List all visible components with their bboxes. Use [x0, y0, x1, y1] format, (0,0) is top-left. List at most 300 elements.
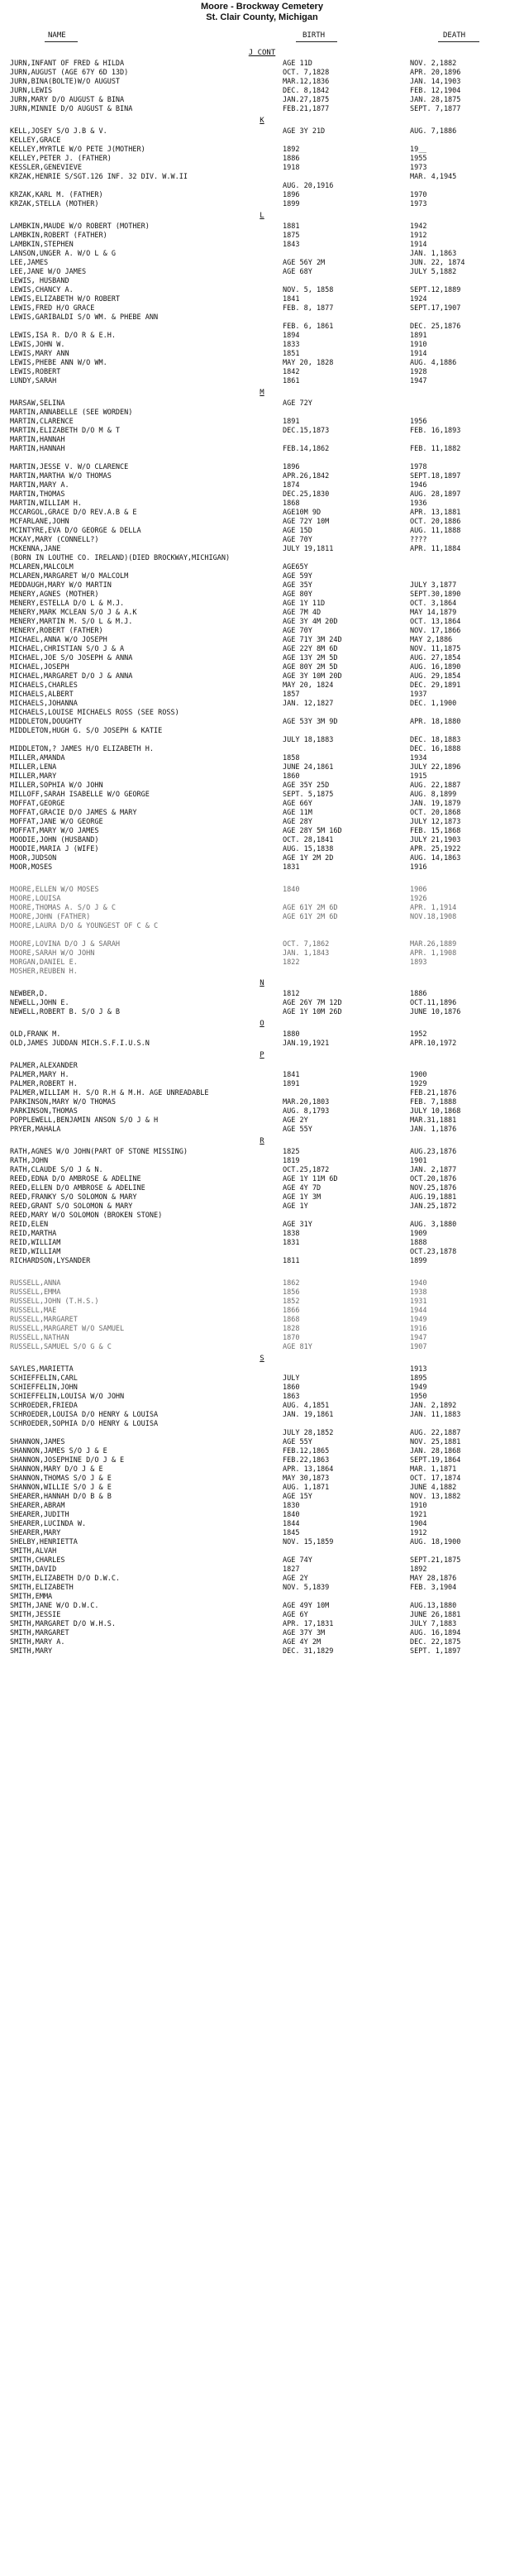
- page-title: Moore - Brockway Cemetery: [201, 2, 323, 12]
- record-name: JURN,AUGUST (AGE 67Y 6D 13D): [10, 69, 129, 77]
- record-birth: APR. 17,1831: [283, 1620, 334, 1628]
- record-row: [5, 509, 519, 518]
- record-name: MOORE,LAURA D/O & YOUNGEST OF C & C: [10, 922, 159, 930]
- record-death: JAN. 19,1879: [410, 800, 461, 808]
- record-name: MICHAEL,CHRISTIAN S/O J & A: [10, 645, 125, 653]
- record-birth: JULY: [283, 1374, 300, 1383]
- record-death: APR. 18,1880: [410, 718, 461, 726]
- record-name: RUSSELL,ANNA: [10, 1279, 61, 1288]
- record-name: MOFFAT,JANE W/O GEORGE: [10, 818, 103, 826]
- record-death: APR.10,1972: [410, 1039, 457, 1048]
- record-death: MAY 14,1879: [410, 609, 457, 617]
- record-row: [5, 600, 519, 609]
- record-name: MARTIN,MARY A.: [10, 481, 69, 490]
- record-row: [5, 818, 519, 827]
- record-birth: AGE 70Y: [283, 627, 312, 635]
- record-death: 1949: [410, 1384, 427, 1392]
- record-row: [5, 718, 519, 727]
- record-death: 1937: [410, 691, 427, 699]
- record-row: [5, 827, 519, 836]
- record-death: 1947: [410, 1334, 427, 1342]
- record-row: [5, 136, 519, 146]
- record-birth: JULY 19,1811: [283, 545, 334, 553]
- record-name: LEWIS,ROBERT: [10, 368, 61, 376]
- record-row: [5, 1175, 519, 1184]
- record-death: MAR. 4,1945: [410, 173, 457, 181]
- record-birth: DEC.15,1873: [283, 427, 330, 435]
- record-birth: 1881: [283, 222, 300, 231]
- record-row: [5, 69, 519, 78]
- record-death: 1924: [410, 295, 427, 303]
- record-birth: 1860: [283, 1384, 300, 1392]
- record-row: [5, 1039, 519, 1049]
- record-birth: NOV. 15,1859: [283, 1538, 334, 1546]
- record-section: [5, 49, 519, 114]
- record-row: [5, 1008, 519, 1017]
- record-birth: AGE 15Y: [283, 1493, 312, 1501]
- record-row: [5, 1230, 519, 1239]
- record-death: AUG. 18,1900: [410, 1538, 461, 1546]
- record-section: [5, 1137, 519, 1266]
- record-birth: AGE 1Y 11D: [283, 600, 326, 608]
- record-death: OCT. 20,1886: [410, 518, 461, 526]
- record-row: [5, 1384, 519, 1393]
- record-row: [5, 259, 519, 268]
- record-name: REID,ELEN: [10, 1221, 49, 1229]
- record-row: [5, 1420, 519, 1429]
- record-birth: AUG. 15,1838: [283, 845, 334, 853]
- record-birth: AGE 13Y 2M 5D: [283, 654, 338, 662]
- record-birth: AUG. 20,1916: [283, 182, 334, 190]
- record-birth: 1822: [283, 958, 300, 967]
- record-name: MARTIN,CLARENCE: [10, 418, 74, 426]
- record-name: SCHROEDER,FRIEDA: [10, 1402, 78, 1410]
- record-birth: JAN.27,1875: [283, 96, 330, 104]
- record-death: 1913: [410, 1365, 427, 1374]
- record-birth: AGE 35Y 25D: [283, 781, 330, 790]
- record-row: [5, 368, 519, 377]
- record-name: SHEARER,LUCINDA W.: [10, 1520, 87, 1528]
- record-row: [5, 481, 519, 490]
- record-birth: OCT. 7,1828: [283, 69, 330, 77]
- record-death: AUG. 11,1888: [410, 527, 461, 535]
- record-name: MARTIN,ELIZABETH D/O M & T: [10, 427, 121, 435]
- record-name: SHEARER,ABRAM: [10, 1502, 65, 1510]
- record-name: SCHIEFFELIN,JOHN: [10, 1384, 78, 1392]
- record-death: FEB. 3,1904: [410, 1584, 457, 1592]
- record-name: LANSON,UNGER A. W/O L & G: [10, 250, 116, 258]
- record-row: [5, 1080, 519, 1089]
- record-birth: AGE 1Y 3M: [283, 1193, 322, 1202]
- record-birth: AGE 81Y: [283, 1343, 312, 1351]
- record-death: 1946: [410, 481, 427, 490]
- record-name: PALMER,MARY H.: [10, 1071, 69, 1079]
- record-birth: SEPT. 5,1875: [283, 791, 334, 799]
- record-birth: 1892: [283, 146, 300, 154]
- record-birth: 1918: [283, 164, 300, 172]
- record-row: [5, 745, 519, 754]
- section-letter: M: [260, 389, 264, 397]
- record-name: LUNDY,SARAH: [10, 377, 57, 385]
- record-death: AUG. 22,1887: [410, 1429, 461, 1437]
- record-name: KRZAK,STELLA (MOTHER): [10, 200, 99, 208]
- record-row: [5, 1465, 519, 1474]
- record-birth: AGE10M 9D: [283, 509, 322, 517]
- record-name: MARTIN,WILLIAM H.: [10, 499, 82, 508]
- record-birth: AGE 6Y: [283, 1611, 308, 1619]
- record-birth: 1899: [283, 200, 300, 208]
- record-birth: AUG. 8,1793: [283, 1107, 330, 1116]
- record-row: [5, 78, 519, 87]
- record-birth: AGE 53Y 3M 9D: [283, 718, 338, 726]
- record-name: SMITH,JESSIE: [10, 1611, 61, 1619]
- record-birth: 1896: [283, 463, 300, 471]
- record-row: [5, 691, 519, 700]
- record-name: KELLEY,GRACE: [10, 136, 61, 145]
- record-row: [5, 222, 519, 232]
- record-row: [5, 277, 519, 286]
- record-name: PARKINSON,THOMAS: [10, 1107, 78, 1116]
- record-death: JUNE 10,1876: [410, 1008, 461, 1016]
- section-letter: O: [260, 1020, 264, 1028]
- record-death: 1950: [410, 1393, 427, 1401]
- record-row: [5, 232, 519, 241]
- record-name: MARSAW,SELINA: [10, 399, 65, 408]
- record-row: [5, 518, 519, 527]
- record-name: RATH,AGNES W/O JOHN(PART OF STONE MISSING): [10, 1148, 188, 1156]
- record-name: MICHAEL,JOSEPH: [10, 663, 69, 671]
- record-birth: APR.26,1842: [283, 472, 330, 480]
- record-death: DEC. 18,1883: [410, 736, 461, 744]
- record-birth: 1841: [283, 1071, 300, 1079]
- record-row: [5, 636, 519, 645]
- record-name: MOOR,JUDSON: [10, 854, 57, 863]
- record-row: [5, 377, 519, 386]
- record-death: FEB. 12,1904: [410, 87, 461, 95]
- record-name: LAMBKIN,ROBERT (FATHER): [10, 232, 107, 240]
- record-row: [5, 654, 519, 663]
- record-row: [5, 791, 519, 800]
- record-row: [5, 1334, 519, 1343]
- record-row: [5, 895, 519, 904]
- record-name: MOORE,LOVINA D/O J & SARAH: [10, 940, 121, 949]
- record-birth: 1870: [283, 1334, 300, 1342]
- record-birth: 1862: [283, 1279, 300, 1288]
- record-section: [5, 875, 519, 977]
- record-birth: 1852: [283, 1298, 300, 1306]
- record-birth: AGE 31Y: [283, 1221, 312, 1229]
- record-name: RATH,CLAUDE S/O J & N.: [10, 1166, 103, 1174]
- record-death: 1973: [410, 164, 427, 172]
- record-birth: AGE 70Y: [283, 536, 312, 544]
- record-row: [5, 1212, 519, 1221]
- record-name: (BORN IN LOUTHE CO. IRELAND)(DIED BROCKWAY,MICHIGAN): [10, 554, 231, 562]
- record-death: OCT.23,1878: [410, 1248, 457, 1256]
- record-row: [5, 958, 519, 968]
- record-sections: [5, 49, 519, 1656]
- record-death: 1891: [410, 332, 427, 340]
- record-birth: NOV. 5, 1858: [283, 286, 334, 294]
- record-birth: 1894: [283, 332, 300, 340]
- record-birth: FEB.22,1863: [283, 1456, 330, 1465]
- record-row: [5, 845, 519, 854]
- record-birth: 1851: [283, 350, 300, 358]
- record-name: JURN,MARY D/O AUGUST & BINA: [10, 96, 125, 104]
- record-birth: 1880: [283, 1030, 300, 1039]
- record-row: [5, 1447, 519, 1456]
- record-death: APR. 1,1908: [410, 949, 457, 958]
- page-header: [5, 0, 519, 23]
- record-birth: APR. 13,1864: [283, 1465, 334, 1474]
- record-death: OCT. 3,1864: [410, 600, 457, 608]
- record-death: AUG. 16,1894: [410, 1629, 461, 1637]
- record-death: 1944: [410, 1307, 427, 1315]
- record-row: [5, 999, 519, 1008]
- record-death: FEB.21,1876: [410, 1089, 457, 1097]
- record-name: MOOR,MOSES: [10, 863, 53, 872]
- record-birth: 1845: [283, 1529, 300, 1537]
- record-death: 1900: [410, 1071, 427, 1079]
- record-birth: JAN. 1,1843: [283, 949, 330, 958]
- record-row: [5, 200, 519, 209]
- record-row: [5, 241, 519, 250]
- record-row: [5, 1474, 519, 1484]
- record-row: [5, 499, 519, 509]
- record-death: 1978: [410, 463, 427, 471]
- record-birth: 1840: [283, 886, 300, 894]
- record-name: RUSSELL,MARGARET W/O SAMUEL: [10, 1325, 125, 1333]
- record-row: [5, 754, 519, 763]
- column-header-name: NAME: [48, 31, 66, 40]
- record-name: MARTIN,HANNAH: [10, 445, 65, 453]
- record-death: 1940: [410, 1279, 427, 1288]
- record-birth: 1838: [283, 1230, 300, 1238]
- record-name: MIDDLETON,DOUGHTY: [10, 718, 82, 726]
- record-row: [5, 1374, 519, 1384]
- record-death: SEPT. 1,1897: [410, 1647, 461, 1656]
- record-death: 1947: [410, 377, 427, 385]
- record-death: JULY 7,1883: [410, 1620, 457, 1628]
- column-header-death: DEATH: [443, 31, 466, 40]
- record-name: REED,FRANKY S/O SOLOMON & MARY: [10, 1193, 137, 1202]
- record-row: [5, 949, 519, 958]
- record-name: MOFFAT,MARY W/O JAMES: [10, 827, 99, 835]
- record-row: [5, 1611, 519, 1620]
- record-name: LEE,JANE W/O JAMES: [10, 268, 87, 276]
- record-death: AUG. 28,1897: [410, 490, 461, 499]
- record-birth: 1819: [283, 1157, 300, 1165]
- record-name: MCFARLANE,JOHN: [10, 518, 69, 526]
- record-row: [5, 418, 519, 427]
- record-name: MCLAREN,MARGARET W/O MALCOLM: [10, 572, 129, 581]
- record-death: 1888: [410, 1239, 427, 1247]
- record-death: 1934: [410, 754, 427, 762]
- record-name: RUSSELL,NATHAN: [10, 1334, 69, 1342]
- record-section: [5, 389, 519, 872]
- record-name: SHANNON,JAMES: [10, 1438, 65, 1446]
- record-birth: AGE 11M: [283, 809, 312, 817]
- record-birth: AGE 2Y: [283, 1116, 308, 1125]
- record-death: OCT.20,1876: [410, 1175, 457, 1183]
- record-row: [5, 1288, 519, 1298]
- record-death: JULY 22,1896: [410, 763, 461, 772]
- record-row: [5, 341, 519, 350]
- record-death: 1916: [410, 1325, 427, 1333]
- record-row: [5, 854, 519, 863]
- record-death: JUN. 22, 1874: [410, 259, 465, 267]
- record-name: MIDDLETON,? JAMES H/O ELIZABETH H.: [10, 745, 154, 753]
- record-death: 1912: [410, 232, 427, 240]
- record-birth: 1863: [283, 1393, 300, 1401]
- record-birth: FEB.21,1877: [283, 105, 330, 113]
- record-name: NEWELL,ROBERT B. S/O J & B: [10, 1008, 121, 1016]
- record-birth: 1886: [283, 155, 300, 163]
- record-row: [5, 1089, 519, 1098]
- record-birth: 1856: [283, 1288, 300, 1297]
- record-row: [5, 1202, 519, 1212]
- record-row: [5, 182, 519, 191]
- record-death: MAY 2,1886: [410, 636, 453, 644]
- record-name: MARTIN,THOMAS: [10, 490, 65, 499]
- record-row: [5, 1411, 519, 1420]
- record-death: JAN. 28,1875: [410, 96, 461, 104]
- record-name: LEWIS,CHANCY A.: [10, 286, 74, 294]
- record-birth: 1891: [283, 1080, 300, 1088]
- record-row: [5, 1629, 519, 1638]
- record-name: POPPLEWELL,BENJAMIN ANSON S/O J & H: [10, 1116, 159, 1125]
- record-row: [5, 427, 519, 436]
- record-birth: AGE 1Y 10M 26D: [283, 1008, 342, 1016]
- record-name: MOORE,THOMAS A. S/O J & C: [10, 904, 116, 912]
- record-row: [5, 1438, 519, 1447]
- record-death: AUG. 14,1863: [410, 854, 461, 863]
- record-birth: AGE 1Y 2M 2D: [283, 854, 334, 863]
- record-name: MICHAEL,ANNA W/O JOSEPH: [10, 636, 107, 644]
- record-death: SEPT.30,1890: [410, 590, 461, 599]
- record-birth: AGE 1Y 11M 6D: [283, 1175, 338, 1183]
- record-row: [5, 1257, 519, 1266]
- record-name: JURN,BINA(BOLTE)W/O AUGUST: [10, 78, 121, 86]
- record-birth: AGE 26Y 7M 12D: [283, 999, 342, 1007]
- record-name: MORGAN,DANIEL E.: [10, 958, 78, 967]
- record-birth: OCT. 7,1862: [283, 940, 330, 949]
- record-row: [5, 1166, 519, 1175]
- record-name: SHANNON,MARY D/O J & E: [10, 1465, 103, 1474]
- record-name: PARKINSON,MARY W/O THOMAS: [10, 1098, 116, 1106]
- record-name: RUSSELL,SAMUEL S/O G & C: [10, 1343, 112, 1351]
- record-birth: AGE 4Y 2M: [283, 1638, 322, 1646]
- record-death: JAN. 28,1868: [410, 1447, 461, 1455]
- record-death: 1970: [410, 191, 427, 199]
- record-death: 1914: [410, 241, 427, 249]
- record-row: [5, 968, 519, 977]
- record-birth: OCT. 28,1841: [283, 836, 334, 844]
- record-name: OLD,FRANK M.: [10, 1030, 61, 1039]
- record-name: LEWIS,PHEBE ANN W/O WM.: [10, 359, 107, 367]
- column-underline: [438, 41, 479, 42]
- record-death: JULY 12,1873: [410, 818, 461, 826]
- section-letter: L: [260, 212, 264, 220]
- record-birth: AGE 72Y 10M: [283, 518, 330, 526]
- record-row: [5, 87, 519, 96]
- record-birth: AGE 35Y: [283, 581, 312, 590]
- record-row: [5, 1593, 519, 1602]
- section-letter: N: [260, 979, 264, 987]
- record-death: 1893: [410, 958, 427, 967]
- record-birth: 1831: [283, 863, 300, 872]
- record-row: [5, 536, 519, 545]
- record-birth: AGE 1Y: [283, 1202, 308, 1211]
- record-birth: AGE 80Y: [283, 590, 312, 599]
- record-death: FEB. 7,1888: [410, 1098, 457, 1106]
- record-birth: JAN.19,1921: [283, 1039, 330, 1048]
- record-death: APR. 13,1881: [410, 509, 461, 517]
- record-row: [5, 1638, 519, 1647]
- record-name: MCLAREN,MALCOLM: [10, 563, 74, 571]
- record-death: FEB. 15,1868: [410, 827, 461, 835]
- record-name: LEWIS,JOHN W.: [10, 341, 65, 349]
- record-birth: AGE 11D: [283, 60, 312, 68]
- record-section: [5, 1051, 519, 1135]
- record-death: 1909: [410, 1230, 427, 1238]
- record-row: [5, 781, 519, 791]
- record-row: [5, 304, 519, 313]
- record-row: [5, 436, 519, 445]
- record-name: SMITH,ELIZABETH: [10, 1584, 74, 1592]
- record-name: MENERY,AGNES (MOTHER): [10, 590, 99, 599]
- record-death: AUG.19,1881: [410, 1193, 457, 1202]
- record-death: FEB. 11,1882: [410, 445, 461, 453]
- record-death: 1942: [410, 222, 427, 231]
- record-death: APR. 1,1914: [410, 904, 457, 912]
- record-birth: 1858: [283, 754, 300, 762]
- record-name: REED,GRANT S/O SOLOMON & MARY: [10, 1202, 133, 1211]
- section-letter: [5, 875, 519, 886]
- record-name: MICHAELS,JOHANNA: [10, 700, 78, 708]
- column-header-birth: BIRTH: [302, 31, 326, 40]
- record-birth: 1811: [283, 1257, 300, 1265]
- record-birth: JUNE 24,1861: [283, 763, 334, 772]
- record-death: JAN.25,1872: [410, 1202, 457, 1211]
- record-name: KESSLER,GENEVIEVE: [10, 164, 82, 172]
- record-death: JULY 21,1903: [410, 836, 461, 844]
- record-row: [5, 922, 519, 931]
- record-section: [5, 1020, 519, 1049]
- record-death: 1931: [410, 1298, 427, 1306]
- record-death: AUG. 27,1854: [410, 654, 461, 662]
- record-row: [5, 1456, 519, 1465]
- record-name: SHANNON,JAMES S/O J & E: [10, 1447, 107, 1455]
- record-birth: DEC. 31,1829: [283, 1647, 334, 1656]
- record-name: REID,WILLIAM: [10, 1239, 61, 1247]
- record-row: [5, 1030, 519, 1039]
- record-death: JAN. 1,1876: [410, 1126, 457, 1134]
- record-name: JURN,MINNIE D/O AUGUST & BINA: [10, 105, 133, 113]
- record-death: SEPT.12,1889: [410, 286, 461, 294]
- record-row: [5, 1071, 519, 1080]
- record-row: [5, 1502, 519, 1511]
- record-row: [5, 618, 519, 627]
- record-death: JAN. 11,1883: [410, 1411, 461, 1419]
- record-birth: JULY 28,1852: [283, 1429, 334, 1437]
- record-name: PRYER,MAHALA: [10, 1126, 61, 1134]
- record-death: JULY 5,1882: [410, 268, 457, 276]
- section-letter: K: [260, 117, 264, 125]
- record-name: SHELBY,HENRIETTA: [10, 1538, 78, 1546]
- section-letter: R: [260, 1137, 264, 1145]
- record-birth: MAR.20,1803: [283, 1098, 330, 1106]
- record-name: SMITH,ELIZABETH D/O D.W.C.: [10, 1575, 121, 1583]
